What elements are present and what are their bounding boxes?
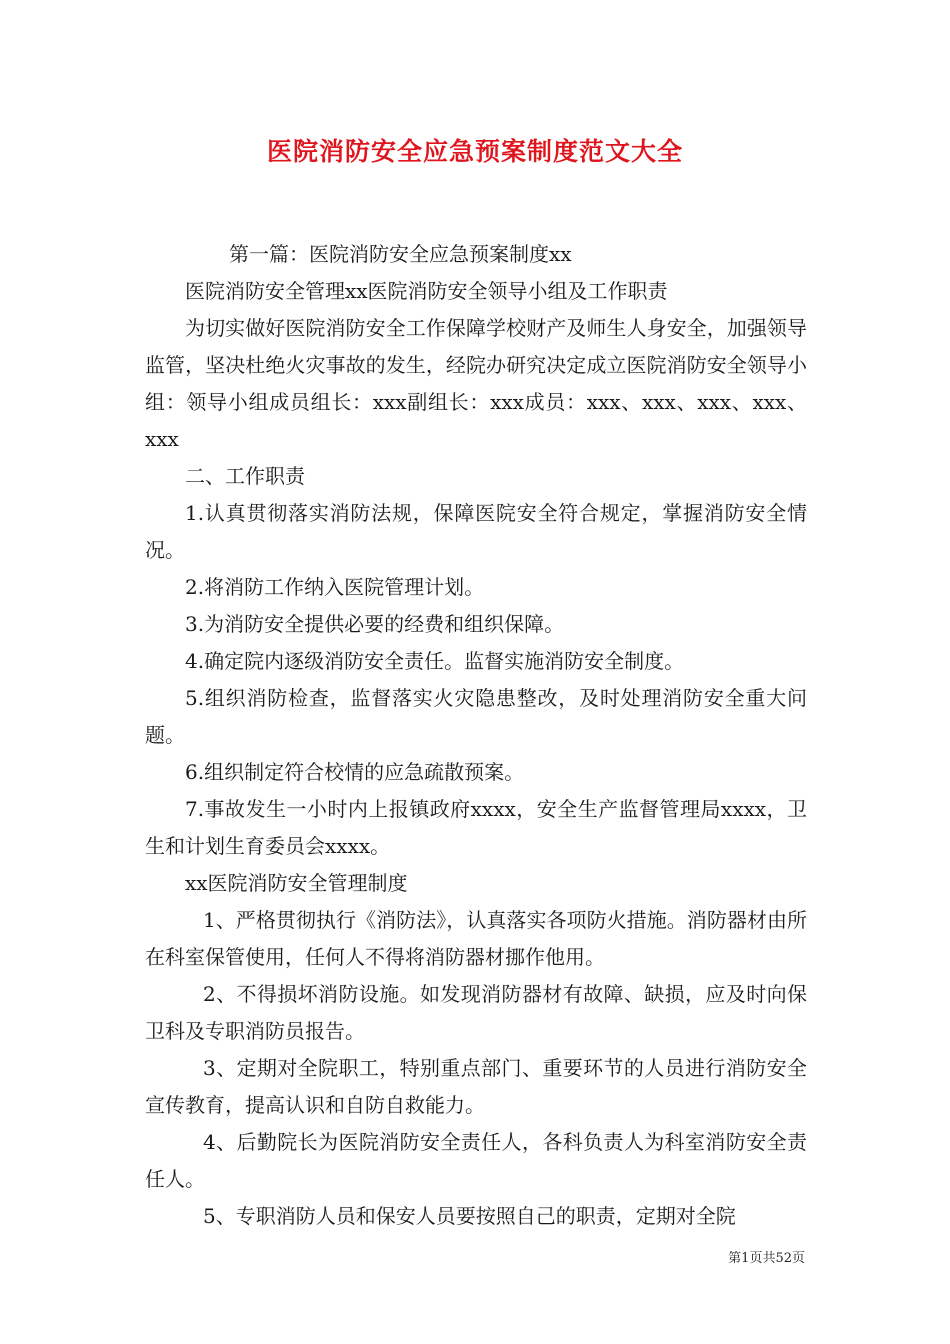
- paragraph-chapter-heading: 第一篇：医院消防安全应急预案制度xx: [229, 242, 572, 266]
- document-body: [145, 236, 807, 1235]
- paragraph-rule-3: 3、定期对全院职工，特别重点部门、重要环节的人员进行消防安全宣传教育，提高认识和自防自救能力。: [145, 1056, 807, 1117]
- paragraph-duty-6: 6.组织制定符合校情的应急疏散预案。: [185, 760, 525, 784]
- paragraph-duty-1: 1.认真贯彻落实消防法规，保障医院安全符合规定，掌握消防安全情况。: [145, 501, 807, 562]
- paragraph-duties-heading: 二、工作职责: [185, 464, 305, 488]
- page-number: 第1页共52页: [728, 1251, 805, 1266]
- paragraph-rules-heading: xx医院消防安全管理制度: [185, 871, 408, 895]
- paragraph-section-heading: 医院消防安全管理xx医院消防安全领导小组及工作职责: [185, 279, 668, 303]
- paragraph-duty-7: 7.事故发生一小时内上报镇政府xxxx，安全生产监督管理局xxxx，卫生和计划生育委员会xxxx。: [145, 797, 807, 858]
- paragraph-rule-2: 2、不得损坏消防设施。如发现消防器材有故障、缺损，应及时向保卫科及专职消防员报告。: [145, 982, 807, 1043]
- paragraph-intro: 为切实做好医院消防安全工作保障学校财产及师生人身安全，加强领导监管，坚决杜绝火灾事故的发生，经院办研究决定成立医院消防安全领导小组：领导小组成员组长：xxx副组长：xxx成员：xxx、xxx、xxx、xxx、xxx: [145, 316, 807, 451]
- paragraph-duty-3: 3.为消防安全提供必要的经费和组织保障。: [185, 612, 565, 636]
- paragraph-duty-2: 2.将消防工作纳入医院管理计划。: [185, 575, 485, 599]
- paragraph-duty-5: 5.组织消防检查，监督落实火灾隐患整改，及时处理消防安全重大问题。: [145, 686, 807, 747]
- paragraph-rule-5: 5、专职消防人员和保安人员要按照自己的职责，定期对全院: [203, 1204, 736, 1228]
- document-title: 医院消防安全应急预案制度范文大全: [266, 137, 683, 166]
- paragraph-rule-4: 4、后勤院长为医院消防安全责任人，各科负责人为科室消防安全责任人。: [145, 1130, 807, 1191]
- paragraph-duty-4: 4.确定院内逐级消防安全责任。监督实施消防安全制度。: [185, 649, 685, 673]
- paragraph-rule-1: 1、严格贯彻执行《消防法》，认真落实各项防火措施。消防器材由所在科室保管使用，任何人不得将消防器材挪作他用。: [145, 908, 807, 969]
